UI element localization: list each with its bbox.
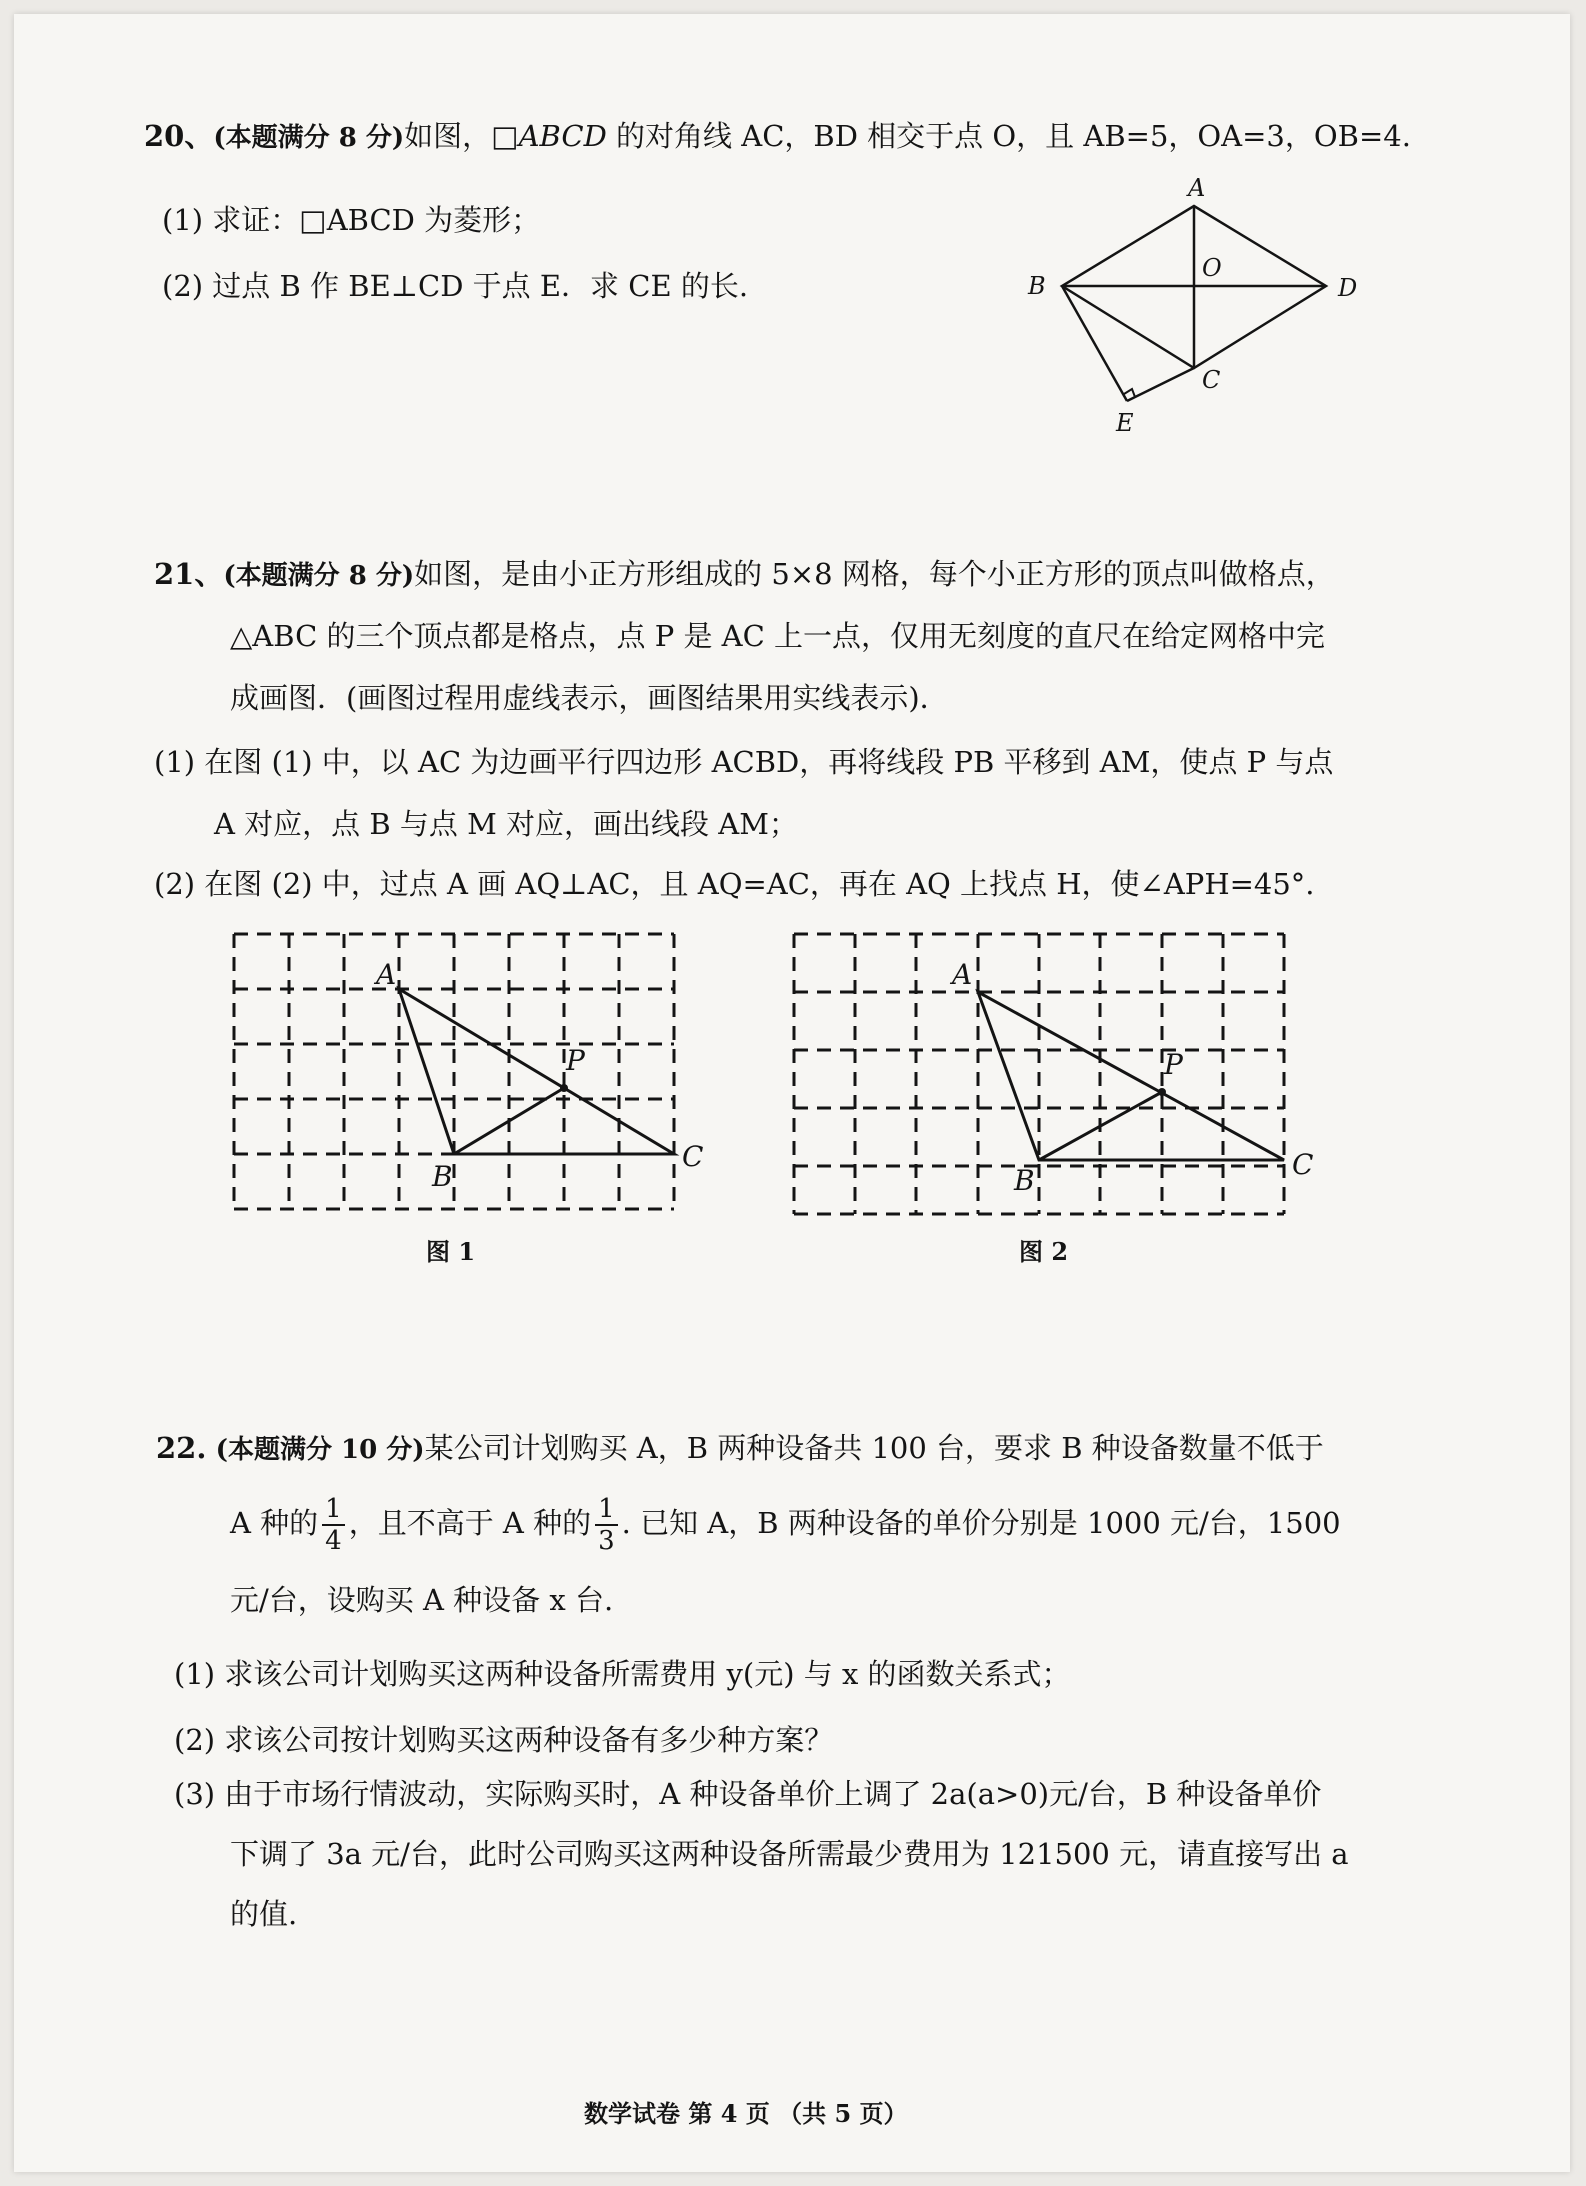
q20-part1: (1) 求证：□ABCD 为菱形； [162,203,541,237]
q22-stem-line2 [230,1488,1341,1558]
q22-score: (本题满分 10 分) [215,1435,425,1465]
grid-lines-2 [794,934,1284,1214]
fig2-label-a: A [952,958,973,991]
q21-part2: (2) 在图 (2) 中，过点 A 画 AQ⊥AC，且 AQ=AC，再在 AQ 上找点 H，使∠APH=45°. [154,867,1315,901]
q20-score: (本题满分 8 分) [213,123,405,153]
q22-line2c: . 已知 A，B 两种设备的单价分别是 1000 元/台，1500 [621,1506,1341,1540]
label-b: B [1028,272,1046,300]
q22-line2a: A 种的 [230,1506,319,1540]
frac2-num: 1 [595,1494,618,1526]
q22-line2b: ，且不高于 A 种的 [348,1506,592,1540]
fig1-label-b: B [432,1160,453,1193]
q22-part3a: (3) 由于市场行情波动，实际购买时，A 种设备单价上调了 2a(a>0)元/台，B 种设备单价 [174,1777,1322,1811]
q20-number: 20、 [144,119,214,153]
fig1-label-c: C [682,1140,704,1173]
figure-1-caption: 图 1 [426,1237,476,1266]
label-a: A [1188,174,1206,202]
q22-stem-line1 [156,1428,1324,1470]
label-e: E [1116,409,1134,437]
q22-part3c: 的值. [230,1897,298,1931]
segment-be [1062,286,1127,401]
q20-stem [144,116,1411,158]
q20-rhombus-figure [1014,166,1394,456]
segment-ce [1127,368,1194,401]
page-footer: 数学试卷 第 4 页 （共 5 页） [584,2099,908,2128]
fraction-one-third [595,1494,618,1556]
frac1-den: 4 [325,1526,342,1556]
exam-page [14,14,1570,2172]
label-d: D [1338,274,1358,302]
figure-2-caption: 图 2 [1019,1237,1069,1266]
q21-part1b: A 对应，点 B 与点 M 对应，画出线段 AM； [214,807,798,841]
q21-score: (本题满分 8 分) [223,561,415,591]
q21-number: 21、 [154,557,224,591]
right-angle-mark [1124,389,1135,397]
q22-line1: 某公司计划购买 A，B 两种设备共 100 台，要求 B 种设备数量不低于 [424,1431,1324,1465]
point-p-1 [560,1084,568,1092]
label-o: O [1202,254,1222,282]
triangle-abc-1 [399,989,674,1154]
frac2-den: 3 [598,1526,615,1556]
fig2-label-b: B [1014,1164,1035,1197]
q21-grid-figure-1 [204,904,724,1244]
q20-stem-b: □ABCD [491,119,607,153]
fraction-one-quarter [322,1494,345,1556]
q21-stem-line2: △ABC 的三个顶点都是格点，点 P 是 AC 上一点，仅用无刻度的直尺在给定网格中完 [230,619,1326,653]
q22-part2: (2) 求该公司按计划购买这两种设备有多少种方案？ [174,1723,834,1757]
q20-stem-c: 的对角线 AC，BD 相交于点 O，且 AB=5，OA=3，OB=4. [606,119,1411,153]
fig1-label-a: A [376,958,397,991]
q20-part2: (2) 过点 B 作 BE⊥CD 于点 E．求 CE 的长. [162,269,749,303]
q22-number: 22. [156,1431,207,1465]
q21-stem-line1 [154,554,1335,596]
q21-grid-figure-2 [764,904,1324,1244]
triangle-abc-2 [978,992,1284,1160]
fig2-label-c: C [1292,1148,1314,1181]
q20-stem-a: 如图， [404,119,492,153]
label-c: C [1202,366,1221,394]
q21-stem-line3: 成画图．(画图过程用虚线表示，画图结果用实线表示)． [230,681,949,715]
point-p-2 [1158,1088,1166,1096]
q21-part1a: (1) 在图 (1) 中，以 AC 为边画平行四边形 ACBD，再将线段 PB 平移到 AM，使点 P 与点 [154,745,1334,779]
frac1-num: 1 [322,1494,345,1526]
fig2-label-p: P [1164,1048,1183,1081]
q22-stem-line3: 元/台，设购买 A 种设备 x 台. [230,1583,614,1617]
grid-lines-1 [234,934,674,1209]
q22-part3b: 下调了 3a 元/台，此时公司购买这两种设备所需最少费用为 121500 元，请直接写出 a [230,1837,1349,1871]
q21-line1: 如图，是由小正方形组成的 5×8 网格，每个小正方形的顶点叫做格点， [414,557,1335,591]
q22-part1: (1) 求该公司计划购买这两种设备所需费用 y(元) 与 x 的函数关系式； [174,1657,1071,1691]
fig1-label-p: P [566,1044,585,1077]
